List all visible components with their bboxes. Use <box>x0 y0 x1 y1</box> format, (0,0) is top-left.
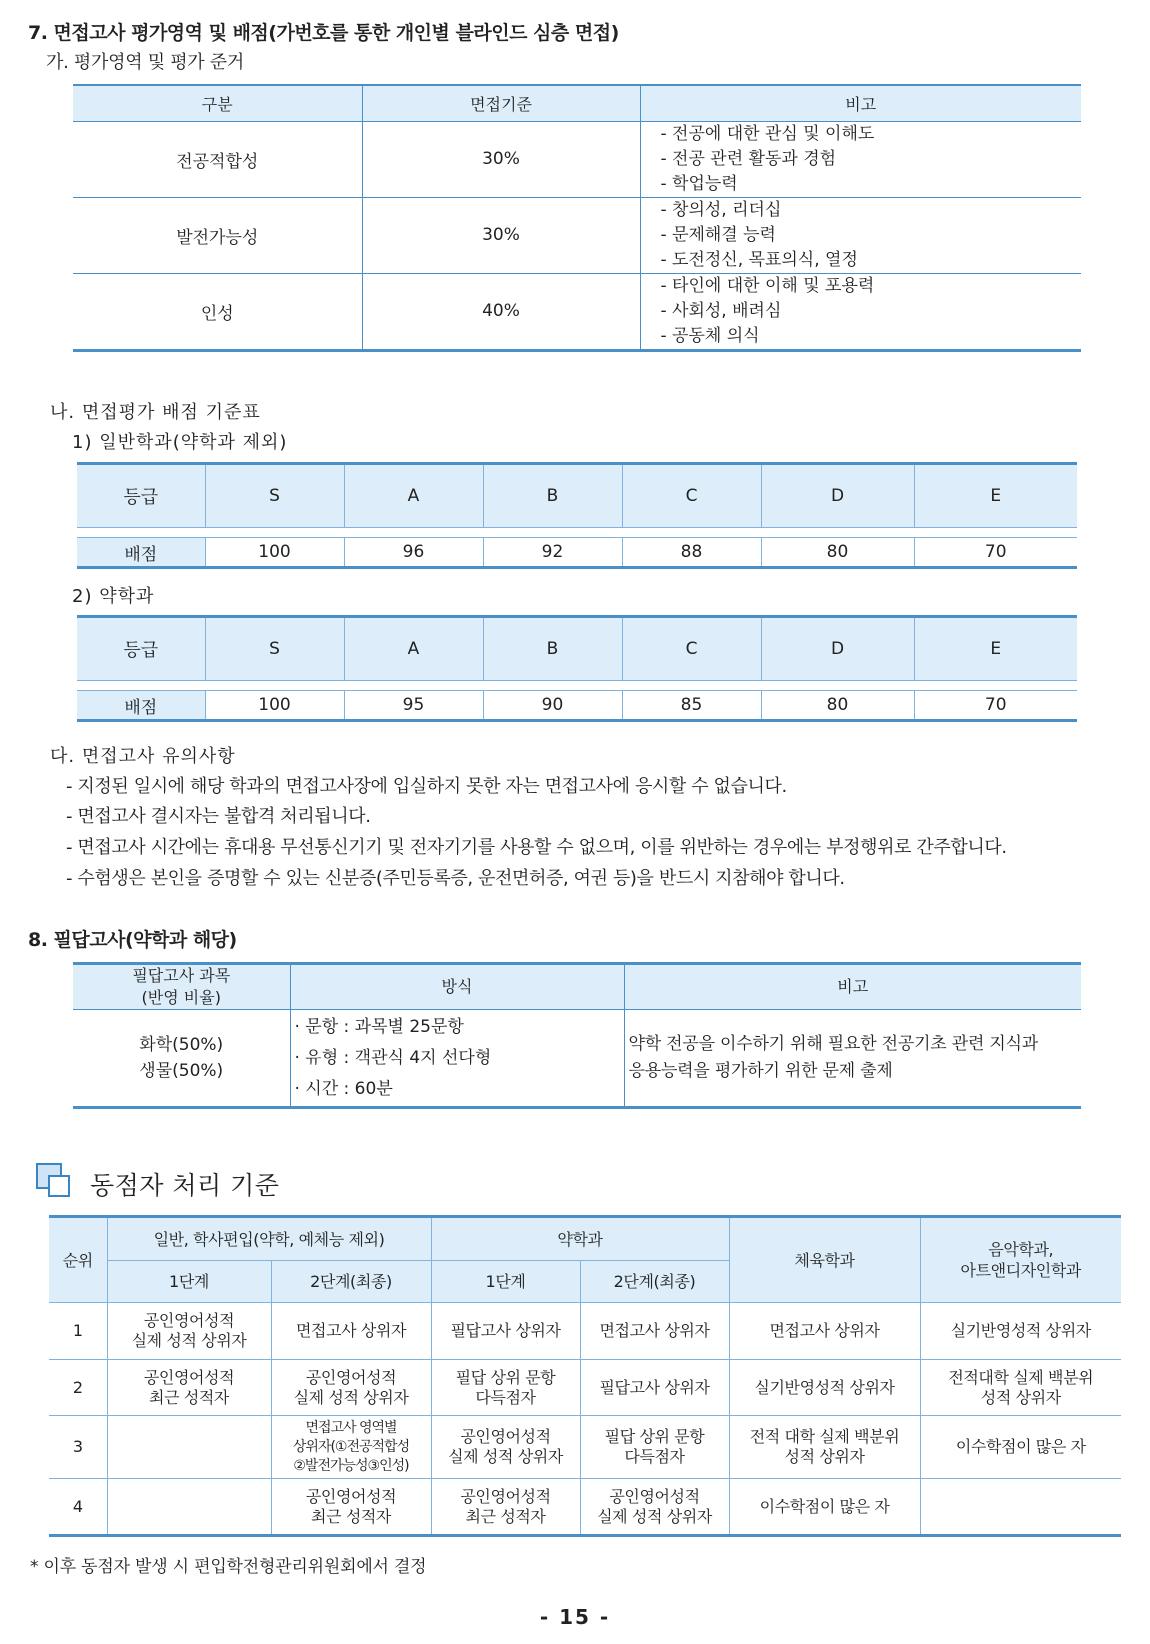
pharmacy-stage1-cell <box>431 1303 580 1360</box>
cell-line: 필답 상위 문항 <box>604 1427 705 1446</box>
cell-line: 실기반영성적 상위자 <box>950 1321 1091 1340</box>
cell-line: 공인영어성적 <box>143 1367 235 1387</box>
sub-na-heading: 나. 면접평가 배점 기준표 <box>50 402 261 423</box>
cell-line: 성적 상위자 <box>784 1447 865 1466</box>
col-header-pharmacy-stage1: 1단계 <box>431 1261 580 1303</box>
grade-cell: C <box>622 464 761 528</box>
evaluation-criteria-table <box>73 84 1081 352</box>
score-cell: 70 <box>914 538 1077 568</box>
remark-cell <box>624 1010 1081 1108</box>
cell-line: 필답고사 상위자 <box>450 1321 561 1340</box>
table-row <box>73 1010 1081 1108</box>
remark-line: 약학 전공을 이수하기 위해 필요한 전공기초 관련 지식과 <box>628 1034 1039 1054</box>
grade-cell: D <box>761 617 914 681</box>
cell-line: 최근 성적자 <box>149 1387 229 1407</box>
grade-cell: A <box>344 617 483 681</box>
rank-cell: 4 <box>49 1479 107 1536</box>
page-number: - 15 - <box>539 1605 611 1629</box>
grade-cell: S <box>205 617 344 681</box>
weight-cell: 30% <box>362 121 640 197</box>
cell-line: 필답고사 상위자 <box>599 1377 710 1397</box>
category-cell: 전공적합성 <box>73 121 362 197</box>
cell-line: 최근 성적자 <box>465 1506 546 1526</box>
col-header-music-art <box>920 1217 1121 1303</box>
cell-line: 성적 상위자 <box>980 1387 1061 1407</box>
score-cell: 88 <box>622 538 761 568</box>
grade-cell: E <box>914 464 1077 528</box>
cell-line: 실제 성적 상위자 <box>448 1447 563 1466</box>
score-cell: 85 <box>622 691 761 721</box>
cell-line: 이수학점이 많은 자 <box>955 1437 1086 1456</box>
pe-cell <box>729 1360 920 1416</box>
sub-da-heading: 다. 면접고사 유의사항 <box>50 746 236 767</box>
score-label: 배점 <box>77 691 205 721</box>
caution-item: - 면접고사 결시자는 불합격 처리됩니다. <box>66 806 371 827</box>
cell-line: 공인영어성적 <box>305 1367 397 1387</box>
score-cell: 80 <box>761 538 914 568</box>
table-row <box>49 1416 1121 1479</box>
notes-cell <box>640 273 1081 350</box>
cell-line: 실제 성적 상위자 <box>597 1506 712 1526</box>
general-stage2-cell <box>271 1416 431 1479</box>
caution-item: - 수험생은 본인을 증명할 수 있는 신분증(주민등록증, 운전면허증, 여권 등)을 반드시 지참해야 합니다. <box>66 868 845 889</box>
general-grade-table <box>77 462 1077 569</box>
section-8-title: 8. 필답고사(약학과 해당) <box>28 929 237 951</box>
cell-line: 다득점자 <box>475 1387 536 1407</box>
cell-line: 공인영어성적 <box>143 1311 235 1330</box>
col-header-stage1: 1단계 <box>107 1261 271 1303</box>
score-label: 배점 <box>77 538 205 568</box>
music-cell <box>920 1303 1121 1360</box>
grade-cell: C <box>622 617 761 681</box>
header-line: (반영 비율) <box>141 988 221 1007</box>
cell-line: 면접고사 상위자 <box>769 1321 880 1340</box>
cell-line: 면접고사 상위자 <box>599 1321 710 1340</box>
caution-item: - 지정된 일시에 해당 학과의 면접고사장에 입실하지 못한 자는 면접고사에 응시할 수 없습니다. <box>66 776 787 797</box>
note-line: - 학업능력 <box>660 173 738 194</box>
cell-line: 공인영어성적 <box>609 1486 700 1506</box>
grade-label: 등급 <box>77 464 205 528</box>
written-exam-table <box>73 962 1081 1109</box>
grade-cell: D <box>761 464 914 528</box>
category-cell: 발전가능성 <box>73 197 362 273</box>
music-cell <box>920 1416 1121 1479</box>
section-square-icon <box>36 1163 72 1199</box>
note-line: - 사회성, 배려심 <box>660 300 782 321</box>
table-row <box>49 1360 1121 1416</box>
cell-line: 실기반영성적 상위자 <box>754 1377 895 1397</box>
col-header-stage2: 2단계(최종) <box>271 1261 431 1303</box>
cell-line: 전적 대학 실제 백분위 <box>749 1427 900 1446</box>
section-7-title: 7. 면접고사 평가영역 및 배점(가번호를 통한 개인별 블라인드 심층 면접) <box>28 22 619 44</box>
caution-item: - 면접고사 시간에는 휴대용 무선통신기기 및 전자기기를 사용할 수 없으며, 이를 위반하는 경우에는 부정행위로 간주합니다. <box>66 837 1007 858</box>
table-row <box>49 1479 1121 1536</box>
pharmacy-stage2-cell <box>580 1416 729 1479</box>
cell-line: 면접고사 영역별 <box>305 1419 397 1436</box>
general-stage2-cell <box>271 1479 431 1536</box>
general-dept-label: 1) 일반학과(약학과 제외) <box>72 432 288 453</box>
general-stage2-cell <box>271 1360 431 1416</box>
cell-line: 상위자(①전공적합성 <box>292 1438 410 1455</box>
pharmacy-grade-table <box>77 615 1077 722</box>
cell-line: 공인영어성적 <box>305 1486 397 1506</box>
rank-cell: 3 <box>49 1416 107 1479</box>
note-line: - 도전정신, 목표의식, 열정 <box>660 249 858 270</box>
header-line: 필답고사 과목 <box>132 966 231 985</box>
cell-line: 필답 상위 문항 <box>455 1367 556 1387</box>
col-header-weight: 면접기준 <box>362 85 640 121</box>
remark-line: 응용능력을 평가하기 위한 문제 출제 <box>628 1061 893 1081</box>
cell-line: 실제 성적 상위자 <box>131 1331 247 1350</box>
sub-ga-heading: 가. 평가영역 및 평가 준거 <box>46 52 244 73</box>
score-cell: 92 <box>483 538 622 568</box>
cell-line: 다득점자 <box>624 1447 685 1466</box>
music-cell <box>920 1479 1121 1536</box>
grade-label: 등급 <box>77 617 205 681</box>
score-cell: 70 <box>914 691 1077 721</box>
col-header-remark: 비고 <box>624 964 1081 1010</box>
score-cell: 80 <box>761 691 914 721</box>
general-stage2-cell <box>271 1303 431 1360</box>
grade-cell: S <box>205 464 344 528</box>
pharmacy-stage2-cell <box>580 1360 729 1416</box>
table-row <box>73 121 1081 197</box>
tie-section-title: 동점자 처리 기준 <box>90 1171 280 1200</box>
pharmacy-stage1-cell <box>431 1360 580 1416</box>
weight-cell: 30% <box>362 197 640 273</box>
category-cell: 인성 <box>200 303 234 324</box>
tie-footnote: * 이후 동점자 발생 시 편입학전형관리위원회에서 결정 <box>30 1557 427 1577</box>
pe-cell <box>729 1416 920 1479</box>
rank-cell: 2 <box>49 1360 107 1416</box>
subject-line: 화학(50%) <box>139 1035 224 1055</box>
method-line: · 유형 : 객관식 4지 선다형 <box>294 1047 492 1068</box>
cell-line: 최근 성적자 <box>311 1506 391 1526</box>
score-cell: 100 <box>205 691 344 721</box>
subjects-cell <box>73 1010 290 1108</box>
col-header-rank: 순위 <box>49 1217 107 1303</box>
table-row <box>73 197 1081 273</box>
table-row <box>73 273 1081 350</box>
col-header-subject <box>73 964 290 1010</box>
general-stage1-cell <box>107 1479 271 1536</box>
pharmacy-stage2-cell <box>580 1303 729 1360</box>
cell-line: 실제 성적 상위자 <box>293 1387 409 1407</box>
pharmacy-stage2-cell <box>580 1479 729 1536</box>
notes-cell <box>640 197 1081 273</box>
cell-line: 면접고사 상위자 <box>295 1321 407 1340</box>
note-line: - 공동체 의식 <box>660 325 760 346</box>
score-cell: 95 <box>344 691 483 721</box>
tie-break-table <box>49 1215 1121 1537</box>
score-cell: 100 <box>205 538 344 568</box>
col-header-notes: 비고 <box>640 85 1081 121</box>
note-line: - 타인에 대한 이해 및 포용력 <box>660 275 875 296</box>
score-cell: 96 <box>344 538 483 568</box>
general-stage1-cell <box>107 1416 271 1479</box>
pharmacy-dept-label: 2) 약학과 <box>72 586 155 607</box>
header-line: 아트앤디자인학과 <box>960 1261 1081 1280</box>
notes-cell <box>640 121 1081 197</box>
method-line: · 시간 : 60분 <box>294 1078 393 1099</box>
cell-line: 공인영어성적 <box>460 1486 551 1506</box>
note-line: - 전공에 대한 관심 및 이해도 <box>660 123 875 144</box>
note-line: - 전공 관련 활동과 경험 <box>660 148 837 169</box>
cell-line: 이수학점이 많은 자 <box>759 1496 890 1516</box>
method-cell <box>290 1010 624 1108</box>
score-cell: 90 <box>483 691 622 721</box>
col-header-pharmacy-stage2: 2단계(최종) <box>580 1261 729 1303</box>
grade-cell: A <box>344 464 483 528</box>
rank-cell: 1 <box>49 1303 107 1360</box>
general-stage1-cell <box>107 1303 271 1360</box>
pe-cell <box>729 1479 920 1536</box>
cell-line: 공인영어성적 <box>460 1427 551 1446</box>
subject-line: 생물(50%) <box>139 1061 224 1081</box>
header-line: 음악학과, <box>988 1240 1054 1259</box>
grade-cell: E <box>914 617 1077 681</box>
weight-cell: 40% <box>362 273 640 350</box>
pharmacy-stage1-cell <box>431 1416 580 1479</box>
note-line: - 문제해결 능력 <box>660 224 776 245</box>
grade-cell: B <box>483 617 622 681</box>
pe-cell <box>729 1303 920 1360</box>
grade-cell: B <box>483 464 622 528</box>
method-line: · 문항 : 과목별 25문항 <box>294 1016 464 1037</box>
table-row <box>49 1303 1121 1360</box>
col-header-pe: 체육학과 <box>729 1217 920 1303</box>
pharmacy-stage1-cell <box>431 1479 580 1536</box>
col-header-general: 일반, 학사편입(약학, 예체능 제외) <box>107 1217 431 1261</box>
note-line: - 창의성, 리더십 <box>660 199 782 220</box>
music-cell <box>920 1360 1121 1416</box>
cell-line: 전적대학 실제 백분위 <box>948 1367 1094 1387</box>
col-header-pharmacy: 약학과 <box>431 1217 729 1261</box>
col-header-category: 구분 <box>73 85 362 121</box>
cell-line: ②발전가능성③인성) <box>293 1457 409 1474</box>
general-stage1-cell <box>107 1360 271 1416</box>
col-header-method: 방식 <box>290 964 624 1010</box>
